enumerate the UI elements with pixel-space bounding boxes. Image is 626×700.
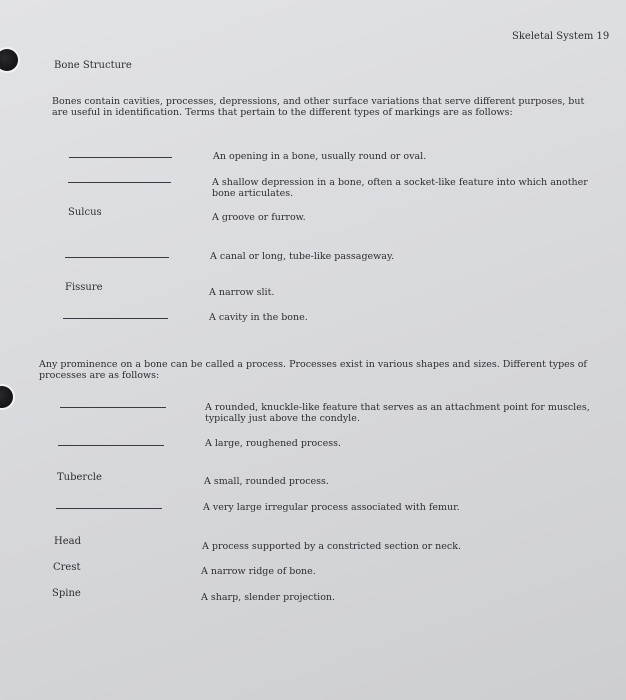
term-definition: A groove or furrow. — [212, 212, 306, 223]
answer-blank[interactable] — [58, 445, 164, 446]
term-label: Crest — [53, 562, 81, 573]
term-definition: A sharp, slender projection. — [201, 592, 336, 603]
term-label: Head — [54, 536, 82, 547]
answer-blank[interactable] — [56, 508, 162, 509]
answer-blank[interactable] — [68, 182, 171, 183]
binder-hole-icon — [0, 49, 18, 71]
term-definition: A very large irregular process associated with femur. — [203, 502, 460, 513]
term-definition: A cavity in the bone. — [209, 312, 308, 323]
term-definition: A rounded, knuckle-like feature that serves as an attachment point for muscles, typically just above the condyle. — [205, 402, 590, 424]
intro-paragraph-processes: Any prominence on a bone can be called a process. Processes exist in various shapes and sizes. Different types of processes are as follows: — [39, 359, 587, 381]
section-title: Bone Structure — [54, 60, 132, 71]
term-definition: A shallow depression in a bone, often a socket-like feature into which another bone articulates. — [212, 177, 588, 199]
answer-blank[interactable] — [63, 318, 168, 319]
term-label: Fissure — [65, 282, 103, 293]
term-definition: A narrow ridge of bone. — [201, 566, 316, 577]
answer-blank[interactable] — [65, 257, 169, 258]
term-definition: A small, rounded process. — [204, 476, 329, 487]
term-definition: A canal or long, tube-like passageway. — [210, 251, 395, 262]
term-label: Tubercle — [57, 472, 102, 483]
term-definition: A large, roughened process. — [205, 438, 341, 449]
term-definition: An opening in a bone, usually round or oval. — [213, 151, 427, 162]
intro-paragraph-markings: Bones contain cavities, processes, depressions, and other surface variations that serve different purposes, but are useful in identification. Terms that pertain to the different types of markings are as follows: — [52, 96, 585, 118]
term-definition: A process supported by a constricted section or neck. — [202, 541, 461, 552]
page-header-title: Skeletal System 19 — [512, 31, 610, 42]
term-label: Spine — [52, 588, 81, 599]
answer-blank[interactable] — [60, 407, 166, 408]
term-label: Sulcus — [68, 207, 102, 218]
answer-blank[interactable] — [69, 157, 172, 158]
binder-hole-icon — [0, 386, 13, 408]
term-definition: A narrow slit. — [209, 287, 275, 298]
